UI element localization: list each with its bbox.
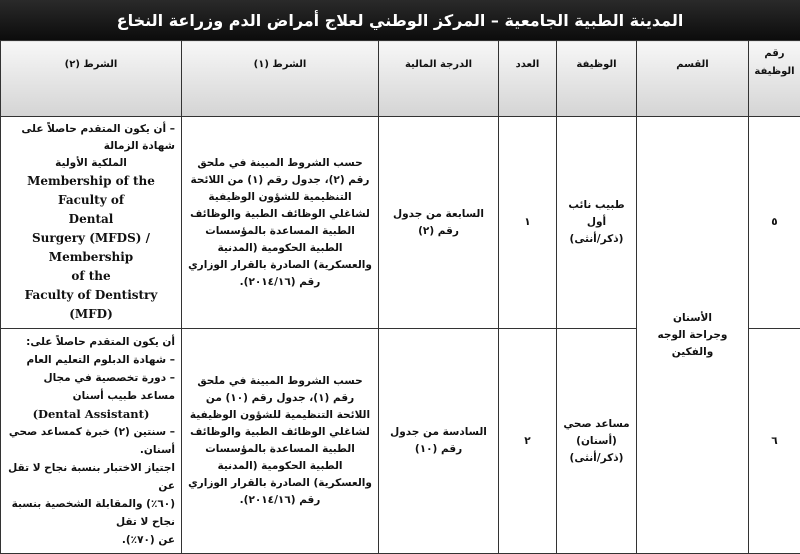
grade-cell: السادسة من جدول رقم (١٠) xyxy=(379,329,499,554)
table-row xyxy=(1,117,800,329)
header-job: الوظيفة xyxy=(557,41,637,117)
condition2-cell: – أن يكون المتقدم حاصلاً على شهادة الزمالة الملكية الأولية Membership of the Faculty of Dental Surgery (MFDS) / Membership of the Faculty of Dentistry (MFD) xyxy=(1,117,182,329)
header-condition2: الشرط (٢) xyxy=(1,41,182,117)
row-number: ٥ xyxy=(749,117,800,329)
count-cell: ٢ xyxy=(499,329,557,554)
condition2-cell: أن يكون المتقدم حاصلاً على: – شهادة الدبلوم التعليم العام – دورة تخصصية في مجال مساعد طبيب أسنان (Dental Assistant) – سنتين (٢) خبرة كمساعد صحي أسنان. اجتياز الاختبار بنسبة نجاح لا تقل عن (٦٠٪) والمقابلة الشخصية بنسبة نجاح لا تقل عن (٧٠٪). xyxy=(1,329,182,554)
job-title-cell: مساعد صحي (أسنان) (ذكر/أنثى) xyxy=(557,329,637,554)
condition1-cell: حسب الشروط المبينة في ملحق رقم (٢)، جدول رقم (١) من اللائحة التنظيمية للشؤون الوظيفية لشاغلي الوظائف الطبية والوظائف الطبية المساعدة بالمؤسسات الطبية الحكومية (المدنية والعسكرية) الصادرة بالقرار الوزاري رقم (٢٠١٤/١٦). xyxy=(182,117,379,329)
jobs-table xyxy=(0,40,800,554)
header-department: القسم xyxy=(637,41,749,117)
count-cell: ١ xyxy=(499,117,557,329)
department-cell: الأسنان وجراحة الوجه والفكين xyxy=(637,117,749,554)
header-count: العدد xyxy=(499,41,557,117)
job-title-cell: طبيب نائب أول (ذكر/أنثى) xyxy=(557,117,637,329)
table-header-row xyxy=(1,41,800,117)
page-title: المدينة الطبية الجامعية – المركز الوطني لعلاج أمراض الدم وزراعة النخاع xyxy=(0,0,800,40)
grade-cell: السابعة من جدول رقم (٢) xyxy=(379,117,499,329)
header-grade: الدرجة المالية xyxy=(379,41,499,117)
header-condition1: الشرط (١) xyxy=(182,41,379,117)
row-number: ٦ xyxy=(749,329,800,554)
condition1-cell: حسب الشروط المبينة في ملحق رقم (١)، جدول رقم (١٠) من اللائحة التنظيمية للشؤون الوظيفية لشاغلي الوظائف الطبية والوظائف الطبية المساعدة بالمؤسسات الطبية الحكومية (المدنية والعسكرية) الصادرة بالقرار الوزاري رقم (٢٠١٤/١٦). xyxy=(182,329,379,554)
header-job-number: رقم الوظيفة xyxy=(749,41,800,117)
